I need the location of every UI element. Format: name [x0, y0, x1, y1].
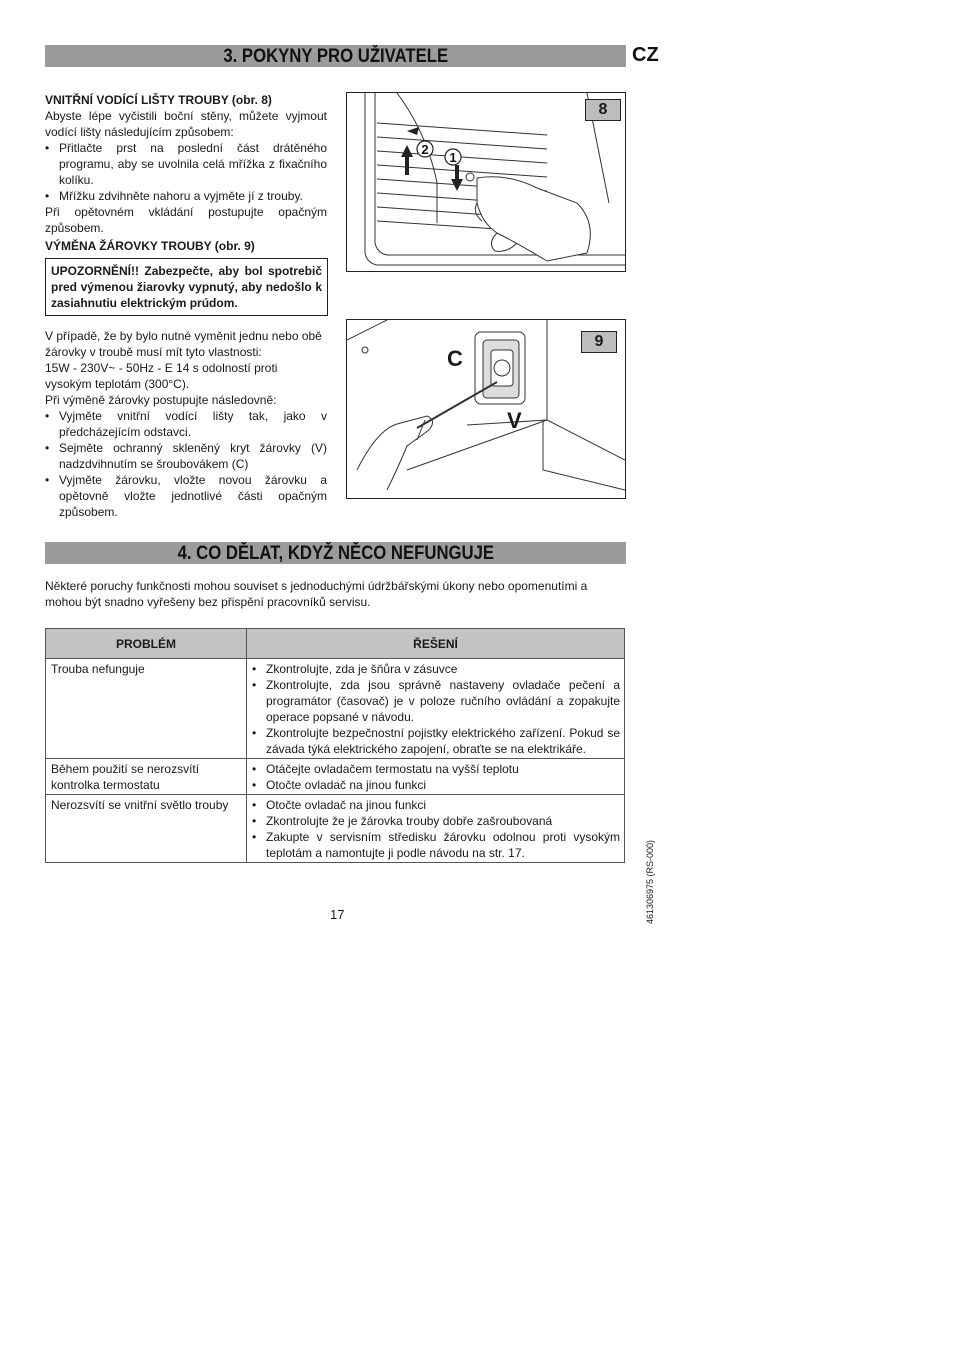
table-row — [46, 759, 625, 795]
figure-9-number: 9 — [581, 331, 617, 353]
list-item: • Sejměte ochranný skleněný kryt žárovky (V) nadzdvihnutím se šroubovákem (C) — [45, 440, 327, 472]
bulb-block — [45, 328, 327, 520]
figure-9-label-c: C — [447, 346, 463, 371]
list-item: • Zkontrolujte, zda jsou správně nastaveny ovladače pečení a programátor (časovač) je v poloze ručního ovládání a zopakujte operace popsané v návodu. — [252, 677, 620, 725]
bulb-p2: 15W - 230V~ - 50Hz - E 14 s odolností proti vysokým teplotám (300°C). — [45, 361, 278, 391]
table-row — [46, 795, 625, 863]
column-header-solution: ŘEŠENÍ — [247, 629, 625, 659]
problem-cell: Nerozsvítí se vnitřní světlo trouby — [46, 795, 247, 863]
solution-cell — [247, 659, 625, 759]
list-item: • Zkontrolujte že je žárovka trouby dobře zašroubovaná — [252, 813, 620, 829]
list-item: • Zkontrolujte, zda je šňůra v zásuvce — [252, 661, 620, 677]
language-code: CZ — [632, 44, 659, 66]
list-item: • Vyjměte žárovku, vložte novou žárovku a opětovně vložte jednotlivé části opačným způsobem. — [45, 472, 327, 520]
figure-8-number: 8 — [585, 99, 621, 121]
section-4-intro: Některé poruchy funkčnosti mohou souviset s jednoduchými údržbářskými úkony nebo opomenutími a mohou být snadno vyřešeny bez přispění pracovníků servisu. — [45, 579, 588, 609]
guides-outro: Při opětovném vkládání postupujte opačným způsobem. — [45, 205, 327, 235]
list-item: • Zakupte v servisním středisku žárovku odolnou proti vysokým teplotám a namontujte ji podle návodu na str. 17. — [252, 829, 620, 861]
bulb-heading: VÝMĚNA ŽÁROVKY TROUBY (obr. 9) — [45, 239, 255, 253]
solution-cell — [247, 795, 625, 863]
list-item: • Zkontrolujte bezpečnostní pojistky elektrického zařízení. Pokud se závada týká elektrického zapojení, obraťte se na elektrikáře. — [252, 725, 620, 757]
guides-block — [45, 92, 327, 236]
section-3-title: 3. POKYNY PRO UŽIVATELE — [223, 46, 448, 67]
solution-cell — [247, 759, 625, 795]
problem-cell: Během použití se nerozsvítí kontrolka termostatu — [46, 759, 247, 795]
figure-8-label-2: 2 — [421, 142, 429, 157]
figure-9-label-v: V — [507, 408, 522, 433]
figure-8-illustration — [347, 93, 625, 271]
guides-intro: Abyste lépe vyčistili boční stěny, můžete vyjmout vodící lišty následujícím způsobem: — [45, 109, 327, 139]
list-item: • Otáčejte ovladačem termostatu na vyšší teplotu — [252, 761, 620, 777]
list-item: • Otočte ovladač na jinou funkci — [252, 797, 620, 813]
guides-heading: VNITŘNÍ VODÍCÍ LIŠTY TROUBY (obr. 8) — [45, 93, 272, 107]
bulb-p1: V případě, že by bylo nutné vyměnit jednu nebo obě žárovky v troubě musí mít tyto vlastnosti: — [45, 329, 322, 359]
table-header-row — [46, 629, 625, 659]
troubleshooting-table — [45, 628, 625, 863]
list-item: • Mřížku zdvihněte nahoru a vyjměte jí z trouby. — [45, 188, 327, 204]
bulb-p3: Při výměně žárovky postupujte následovně: — [45, 393, 277, 407]
figure-8 — [346, 92, 626, 272]
section-4-title: 4. CO DĚLAT, KDYŽ NĚCO NEFUNGUJE — [177, 543, 494, 564]
problem-cell: Trouba nefunguje — [46, 659, 247, 759]
list-item: • Vyjměte vnitřní vodící lišty tak, jako v předcházejícím odstavci. — [45, 408, 327, 440]
warning-box: UPOZORNĚNÍ!! Zabezpečte, aby bol spotrebič pred výmenou žiarovky vypnutý, aby nedošlo k zasiahnutiu elektrickým prúdom. — [45, 258, 328, 316]
figure-9 — [346, 319, 626, 499]
bulb-bullets — [45, 408, 327, 520]
list-item: • Přitlačte prst na poslední část drátěného programu, aby se uvolnila celá mřížka z fixačního kolíku. — [45, 140, 327, 188]
section-3-title-bar — [45, 45, 626, 67]
column-header-problem: PROBLÉM — [46, 629, 247, 659]
figure-8-label-1: 1 — [449, 150, 457, 165]
document-id: 461306975 (RS-000) — [645, 839, 655, 924]
page-number: 17 — [330, 907, 345, 922]
section-4-title-bar — [45, 542, 626, 564]
guides-bullets — [45, 140, 327, 204]
list-item: • Otočte ovladač na jinou funkci — [252, 777, 620, 793]
table-row — [46, 659, 625, 759]
